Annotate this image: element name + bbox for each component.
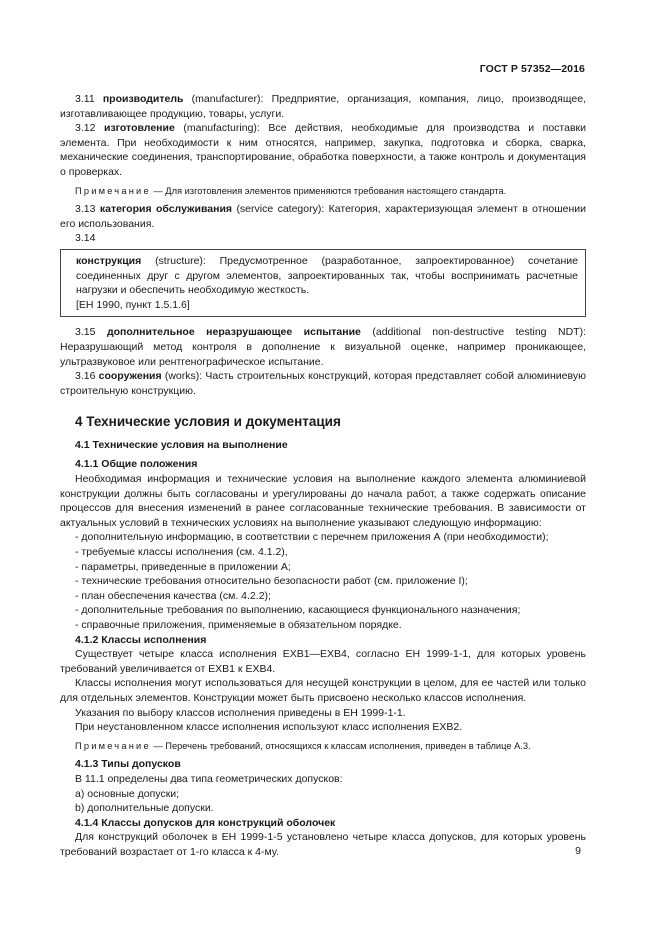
- term-3-11: [60, 92, 586, 121]
- term-name: изготовление: [104, 122, 175, 135]
- term-number: 3.15: [75, 326, 96, 339]
- note-label: Примечание: [75, 185, 151, 196]
- term-name: дополнительное неразрушающее испытание: [106, 326, 361, 339]
- note-4-1-2: [60, 739, 586, 754]
- term-english: (manufacturer): [183, 93, 261, 105]
- note-text: — Для изготовления элементов применяются требования настоящего стандарта.: [150, 185, 507, 196]
- term-name: категория обслуживания: [99, 203, 233, 216]
- term-3-14: [76, 254, 578, 298]
- term-number: 3.13: [75, 203, 96, 216]
- term-definition: : Все действия, необходимые для производства и поставки элемента. При необходимости к ним относятся, например, закупка, подготовка и сборка, сварка, механические соединения, транспортирование, обработка поверхности, а также контроль и документация о проверках.: [60, 122, 586, 178]
- section-4-1-4-paragraph: Для конструкций оболочек в ЕН 1999-1-5 установлено четыре класса допусков, для которых уровень требований возрастает от 1-го класса к 4-му.: [60, 831, 586, 858]
- list-item: - дополнительную информацию, в соответствии с перечнем приложения А (при необходимости);: [75, 531, 549, 544]
- term-definition: : Предусмотренное (разработанное, запроектированное) сочетание соединенных друг с другом элементов, запроектированных так, чтобы воспринимать расчетные нагрузки и обеспечить необходимую жесткость.: [76, 254, 578, 297]
- section-4-1-2-paragraph: Классы исполнения могут использоваться для несущей конструкции в целом, для ее частей или только для отдельных элементов. Конструкции может быть присвоено несколько классов исполнения.: [60, 677, 586, 704]
- note-text: — Перечень требований, относящихся к классам исполнения, приведен в таблице А.3.: [150, 740, 531, 751]
- list-item: - план обеспечения качества (см. 4.2.2);: [75, 589, 271, 602]
- term-definition: : Предприятие, организация, компания, лицо, производящее, изготавливающее продукцию, товары, услуги.: [60, 93, 586, 120]
- term-english: (manufacturing): [174, 122, 257, 135]
- list-item: - параметры, приведенные в приложении А;: [75, 560, 291, 573]
- term-number: 3.12: [75, 122, 96, 135]
- term-3-16: [60, 369, 586, 398]
- section-4-1-2-paragraph: Указания по выбору классов исполнения приведены в ЕН 1999-1-1.: [75, 706, 406, 719]
- term-number: 3.11: [75, 93, 95, 105]
- list-item: b) дополнительные допуски.: [75, 802, 214, 815]
- term-english: (structure): [141, 254, 203, 267]
- section-4-1-2-heading: 4.1.2 Классы исполнения: [75, 633, 207, 646]
- section-4-1-3-paragraph: В 11.1 определены два типа геометрических допусков:: [75, 772, 343, 785]
- term-english: (additional non-destructive testing NDT): [360, 326, 584, 339]
- term-name: производитель: [102, 93, 184, 105]
- term-3-14-box: [60, 249, 586, 317]
- term-3-12: [60, 121, 586, 179]
- term-english: (works): [161, 370, 200, 383]
- list-item: - дополнительные требования по выполнению, касающиеся функционального назначения;: [75, 604, 521, 617]
- section-4-1-heading: 4.1 Технические условия на выполнение: [75, 438, 288, 451]
- page-number: 9: [575, 845, 581, 857]
- section-4-1-2-paragraph: Существует четыре класса исполнения EXB1—EXB4, согласно ЕН 1999-1-1, для которых уровень требований увеличивается от EXB1 к EXB4.: [60, 648, 586, 675]
- section-4-1-1-paragraph: Необходимая информация и технические условия на выполнение каждого элемента алюминиевой конструкции должны быть согласованы и урегулированы до начала работ, а также содержать описание процессов для внесения изменений в ранее согласованные технические требования. В зависимости от актуальных условий в технических условиях на выполнение указывают следующую информацию:: [60, 473, 586, 529]
- list-item: а) основные допуски;: [75, 787, 180, 800]
- term-3-13: [60, 202, 586, 231]
- note-label: Примечание: [75, 740, 151, 751]
- page-content: [60, 92, 586, 860]
- section-4-1-2-paragraph: При неустановленном классе исполнения используют класс исполнения EXB2.: [75, 721, 463, 734]
- section-4-1-4-heading: 4.1.4 Классы допусков для конструкций оболочек: [75, 816, 336, 829]
- term-source: [ЕН 1990, пункт 1.5.1.6]: [76, 298, 190, 311]
- term-definition: : Категория, характеризующая элемент в отношении его использования.: [60, 203, 587, 230]
- term-3-15: [60, 325, 586, 369]
- document-code: ГОСТ Р 57352—2016: [479, 63, 585, 75]
- list-item: - технические требования относительно безопасности работ (см. приложение I);: [75, 575, 468, 588]
- note-3-12: [60, 184, 586, 199]
- term-definition: : Часть строительных конструкций, которая представляет собой алюминиевую строительную конструкцию.: [60, 370, 586, 397]
- section-4-1-3-heading: 4.1.3 Типы допусков: [75, 758, 181, 771]
- term-number: 3.16: [75, 370, 96, 383]
- term-name: конструкция: [76, 254, 142, 267]
- term-name: сооружения: [98, 370, 162, 383]
- section-4-heading: 4 Технические условия и документация: [75, 414, 341, 430]
- term-english: (service category): [232, 203, 322, 216]
- list-item: - требуемые классы исполнения (см. 4.1.2),: [75, 546, 288, 559]
- term-3-14-number: 3.14: [75, 232, 96, 245]
- section-4-1-1-heading: 4.1.1 Общие положения: [75, 458, 198, 471]
- list-item: - справочные приложения, применяемые в обязательном порядке.: [75, 619, 402, 631]
- term-definition: : Неразрушающий метод контроля в дополнение к визуальной оценке, например проникающее, ультразвуковое или рентгенографическое испытание.: [60, 326, 587, 368]
